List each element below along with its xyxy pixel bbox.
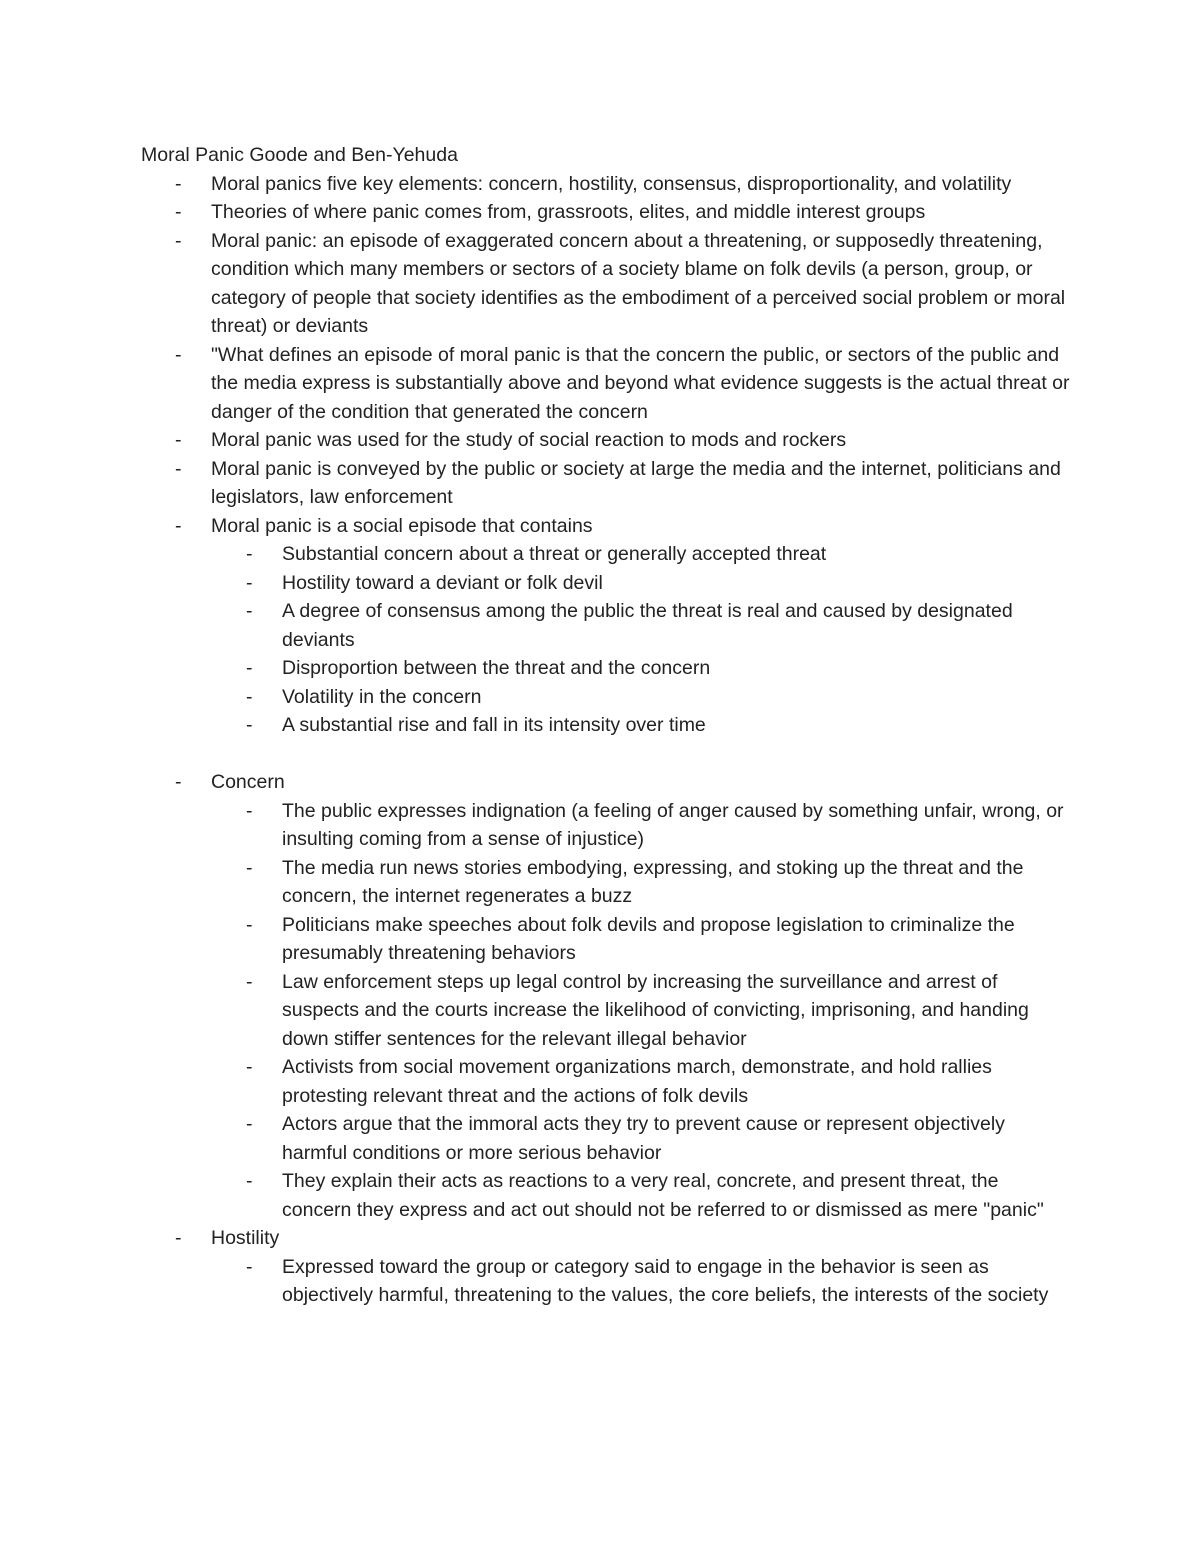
sub-list-item-text: They explain their acts as reactions to a very real, concrete, and present threat, the concern they express and act out should not be referred to or dismissed as mere "panic" — [282, 1170, 1044, 1221]
sub-list-item — [211, 540, 1071, 569]
list-item — [141, 512, 1071, 769]
list-item — [141, 170, 1071, 199]
sub-list-item-text: Disproportion between the threat and the concern — [282, 657, 711, 679]
bullet-dash: - — [246, 600, 253, 622]
list-item-text: Theories of where panic comes from, grassroots, elites, and middle interest groups — [211, 201, 926, 223]
bullet-dash: - — [246, 856, 253, 879]
sub-list-item-text: Politicians make speeches about folk devils and propose legislation to criminalize the presumably threatening behaviors — [282, 913, 1015, 964]
bullet-dash: - — [175, 457, 182, 480]
bullet-dash: - — [246, 714, 253, 736]
sub-list-item-text: Hostility toward a deviant or folk devil — [282, 571, 603, 594]
list-item-text: Moral panic was used for the study of social reaction to mods and rockers — [211, 429, 847, 451]
sub-list-item — [211, 654, 1071, 683]
bullet-dash: - — [246, 657, 253, 679]
sub-list-item-text: Volatility in the concern — [282, 685, 482, 708]
bullet-dash: - — [246, 913, 253, 936]
bullet-dash: - — [175, 514, 182, 537]
document-title: Moral Panic Goode and Ben-Yehuda — [141, 144, 458, 166]
bullet-dash: - — [246, 1056, 253, 1078]
bullet-dash: - — [175, 201, 182, 223]
sub-list-item — [211, 1053, 1071, 1110]
sub-list-item-text: A substantial rise and fall in its intensity over time — [282, 714, 706, 736]
sub-list-item-text: Activists from social movement organizations march, demonstrate, and hold rallies protesting relevant threat and the actions of folk devils — [282, 1056, 992, 1107]
sub-list-item — [211, 711, 1071, 740]
sub-list-item-text: Expressed toward the group or category said to engage in the behavior is seen as objectively harmful, threatening to the values, the core beliefs, the interests of the society — [282, 1255, 1049, 1306]
sub-list-item-text: The media run news stories embodying, expressing, and stoking up the threat and the concern, the internet regenerates a buzz — [282, 856, 1024, 907]
sub-list-item — [211, 1110, 1071, 1167]
sub-bullet-list — [211, 540, 1071, 740]
sub-list-item-text: A degree of consensus among the public the threat is real and caused by designated deviants — [282, 600, 1013, 651]
bullet-dash: - — [175, 343, 182, 366]
sub-bullet-list — [211, 797, 1071, 1225]
sub-list-item — [211, 683, 1071, 712]
sub-list-item — [211, 968, 1071, 1054]
bullet-dash: - — [175, 229, 182, 252]
bullet-dash: - — [246, 1170, 253, 1192]
list-item — [141, 426, 1071, 455]
bullet-dash: - — [246, 685, 253, 708]
list-item-text: Moral panic is a social episode that contains — [211, 514, 593, 537]
sub-list-item-text: Substantial concern about a threat or generally accepted threat — [282, 543, 827, 565]
list-item-text: Moral panic is conveyed by the public or society at large the media and the internet, politicians and legislators, law enforcement — [211, 457, 1061, 508]
sub-list-item — [211, 797, 1071, 854]
list-item-text: Hostility — [211, 1227, 280, 1249]
list-item — [141, 227, 1071, 341]
sub-list-item — [211, 1167, 1071, 1224]
bullet-dash: - — [246, 1255, 253, 1278]
list-item — [141, 455, 1071, 512]
sub-list-item — [211, 569, 1071, 598]
sub-list-item — [211, 911, 1071, 968]
bullet-dash: - — [175, 1227, 182, 1249]
list-item — [141, 198, 1071, 227]
bullet-dash: - — [175, 771, 182, 793]
bullet-dash: - — [246, 543, 253, 565]
bullet-dash: - — [246, 799, 253, 822]
sub-list-item-text: Actors argue that the immoral acts they try to prevent cause or represent objectively harmful conditions or more serious behavior — [282, 1113, 1005, 1164]
sub-list-item-text: Law enforcement steps up legal control by increasing the surveillance and arrest of suspects and the courts increase the likelihood of convicting, imprisoning, and handing down stiffer sentences for the relevant illegal behavior — [282, 970, 1029, 1050]
bullet-dash: - — [175, 172, 182, 195]
bullet-dash: - — [246, 970, 253, 993]
list-item-text: "What defines an episode of moral panic is that the concern the public, or sectors of the public and the media express is substantially above and beyond what evidence suggests is the actual threat or danger of the condition that generated the concern — [211, 343, 1070, 423]
bullet-dash: - — [246, 571, 253, 594]
list-item — [141, 768, 1071, 1224]
list-item-text: Moral panics five key elements: concern, hostility, consensus, disproportionality, and volatility — [211, 172, 1012, 195]
sub-bullet-list — [211, 1253, 1071, 1310]
list-item — [141, 1224, 1071, 1310]
sub-list-item-text: The public expresses indignation (a feeling of anger caused by something unfair, wrong, or insulting coming from a sense of injustice) — [282, 799, 1064, 850]
list-item — [141, 341, 1071, 427]
list-item-text: Concern — [211, 771, 285, 793]
bullet-dash: - — [175, 429, 182, 451]
sub-list-item — [211, 1253, 1071, 1310]
main-bullet-list — [141, 170, 1071, 1310]
bullet-dash: - — [246, 1113, 253, 1135]
blank-line — [211, 740, 1071, 769]
sub-list-item — [211, 854, 1071, 911]
sub-list-item — [211, 597, 1071, 654]
list-item-text: Moral panic: an episode of exaggerated concern about a threatening, or supposedly threatening, condition which many members or sectors of a society blame on folk devils (a person, group, or category of people that society identifies as the embodiment of a perceived social problem or moral threat) or deviants — [211, 229, 1066, 337]
